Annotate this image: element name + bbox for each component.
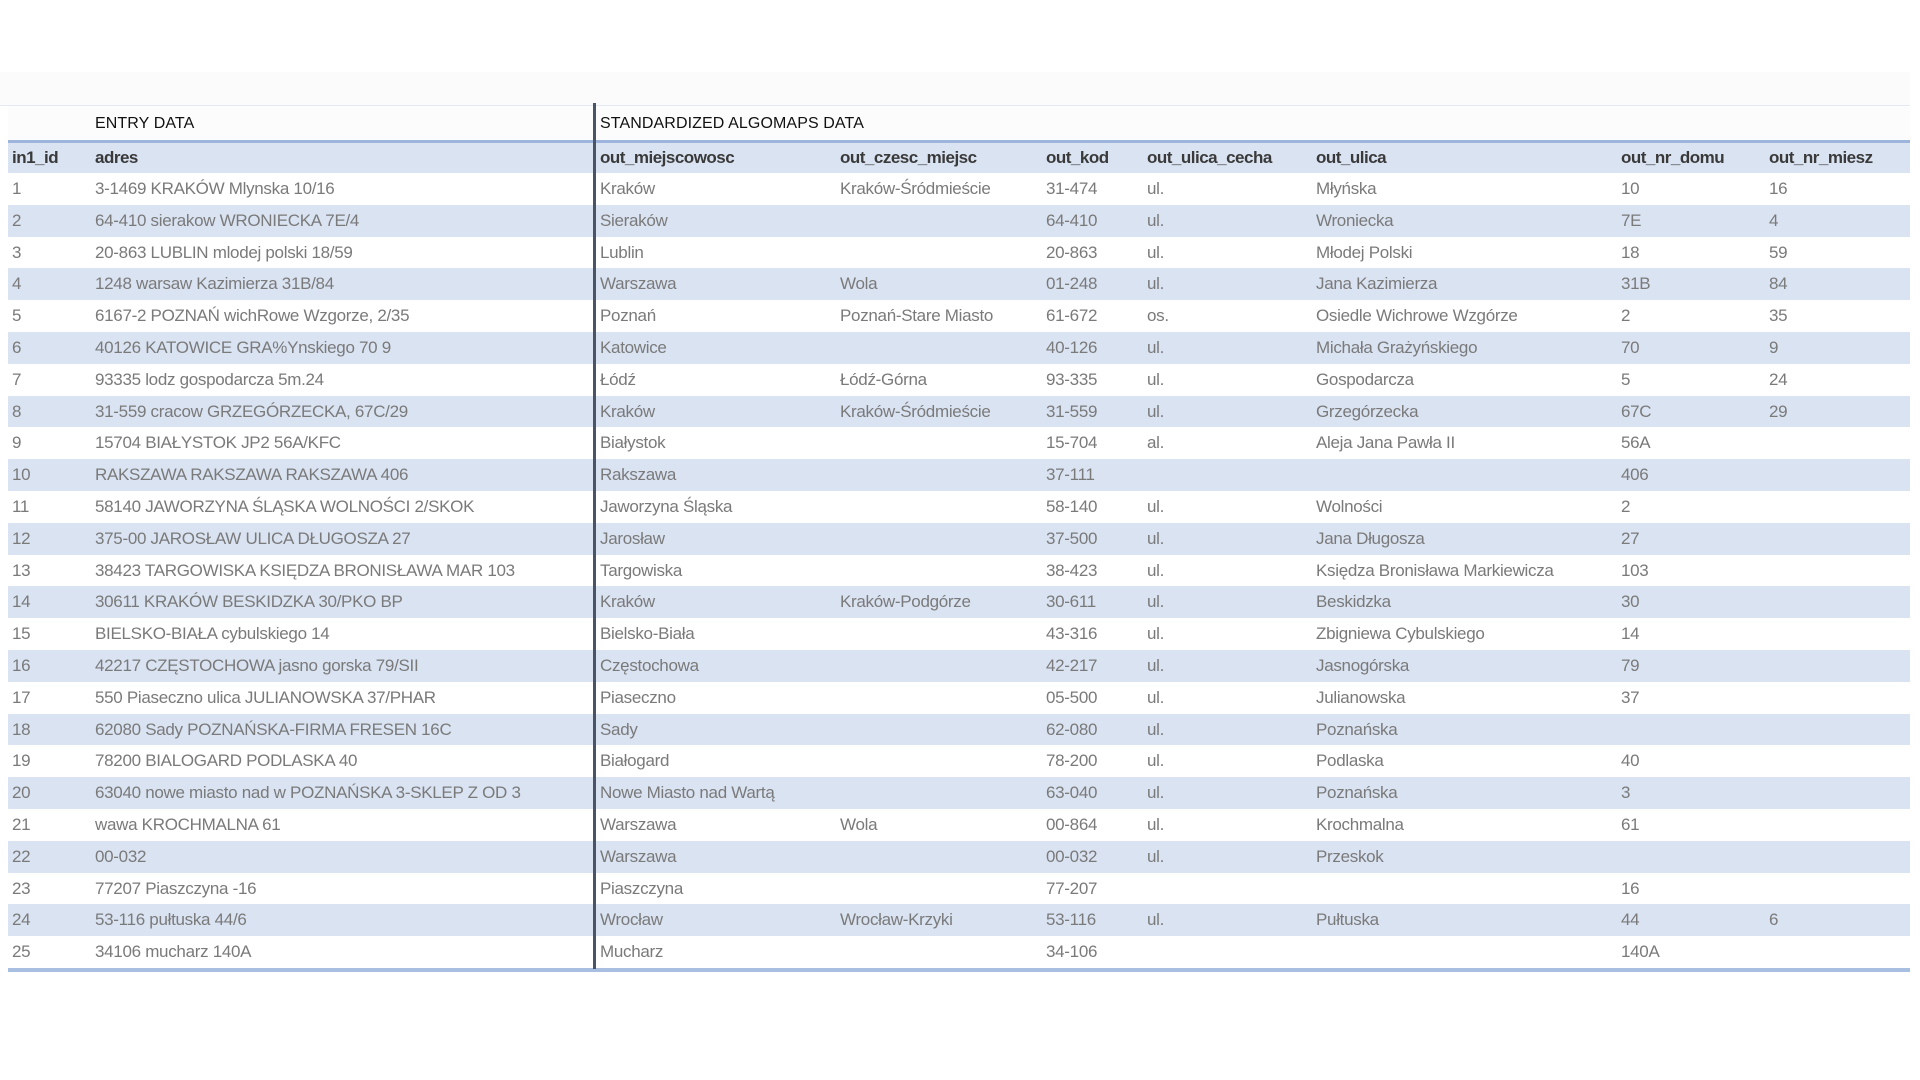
cell-adres: 77207 Piaszczyna -16 [95, 878, 257, 898]
cell-out-miejscowosc: Jaworzyna Śląska [600, 496, 733, 516]
cell-out-nr-domu: 103 [1621, 560, 1649, 580]
cell-out-nr-domu: 140A [1621, 942, 1660, 962]
table-row[interactable] [8, 300, 1910, 332]
cell-out-czesc-miejsc: Kraków-Podgórze [840, 592, 971, 612]
cell-out-miejscowosc: Kraków [600, 179, 655, 198]
cell-in1-id: 16 [12, 655, 31, 675]
col-header-out-ulica-cecha[interactable]: out_ulica_cecha [1147, 148, 1272, 167]
cell-out-nr-domu: 30 [1621, 592, 1640, 612]
cell-in1-id: 12 [12, 528, 31, 548]
cell-adres: 64-410 sierakow WRONIECKA 7E/4 [95, 210, 360, 230]
cell-out-kod: 78-200 [1046, 751, 1098, 771]
table-row[interactable] [8, 650, 1910, 682]
cell-out-ulica-cecha: os. [1147, 306, 1169, 326]
table-row[interactable] [8, 237, 1910, 269]
cell-out-czesc-miejsc: Poznań-Stare Miasto [840, 306, 994, 326]
cell-in1-id: 25 [12, 942, 31, 962]
cell-out-ulica: Jasnogórska [1316, 655, 1410, 675]
cell-out-ulica-cecha: ul. [1147, 783, 1165, 803]
cell-out-kod: 63-040 [1046, 783, 1098, 803]
section-divider [593, 103, 596, 969]
cell-out-ulica: Pułtuska [1316, 910, 1379, 930]
cell-out-ulica-cecha: ul. [1147, 210, 1165, 230]
cell-out-ulica: Poznańska [1316, 783, 1398, 803]
cell-out-ulica: Grzegórzecka [1316, 401, 1419, 421]
cell-out-nr-miesz: 84 [1769, 274, 1788, 294]
cell-out-ulica-cecha: ul. [1147, 687, 1165, 707]
cell-in1-id: 19 [12, 751, 31, 771]
cell-adres: 78200 BIALOGARD PODLASKA 40 [95, 751, 358, 771]
cell-out-kod: 37-500 [1046, 528, 1098, 548]
cell-out-kod: 53-116 [1046, 910, 1096, 930]
cell-out-miejscowosc: Kraków [600, 592, 655, 612]
cell-out-nr-domu: 7E [1621, 210, 1642, 230]
cell-out-nr-domu: 16 [1621, 878, 1640, 898]
cell-out-nr-domu: 70 [1621, 337, 1640, 357]
cell-out-ulica-cecha: ul. [1147, 242, 1165, 262]
address-table [8, 140, 1910, 972]
cell-out-kod: 93-335 [1046, 369, 1098, 389]
cell-out-miejscowosc: Katowice [600, 337, 667, 357]
cell-adres: 34106 mucharz 140A [95, 942, 252, 962]
cell-out-nr-domu: 2 [1621, 496, 1631, 516]
cell-out-kod: 64-410 [1046, 210, 1098, 230]
table-row[interactable] [8, 427, 1910, 459]
cell-in1-id: 7 [12, 369, 22, 389]
cell-adres: 00-032 [95, 846, 147, 866]
cell-out-ulica-cecha: ul. [1147, 846, 1165, 866]
cell-out-kod: 62-080 [1046, 719, 1098, 739]
cell-out-ulica-cecha: ul. [1147, 274, 1165, 294]
cell-out-kod: 61-672 [1046, 306, 1098, 326]
cell-out-nr-domu: 44 [1621, 910, 1640, 930]
cell-out-ulica: Jana Kazimierza [1316, 274, 1438, 294]
cell-out-kod: 40-126 [1046, 337, 1098, 357]
cell-out-ulica: Młodej Polski [1316, 242, 1413, 262]
cell-out-miejscowosc: Wrocław [600, 910, 663, 930]
cell-out-czesc-miejsc: Wola [840, 814, 878, 834]
col-header-out-kod[interactable]: out_kod [1046, 148, 1109, 167]
cell-out-nr-domu: 406 [1621, 465, 1649, 485]
table-row[interactable] [8, 841, 1910, 873]
cell-adres: wawa KROCHMALNA 61 [95, 814, 281, 834]
cell-out-czesc-miejsc: Wola [840, 274, 878, 294]
top-band [0, 72, 1910, 106]
cell-in1-id: 13 [12, 560, 31, 580]
cell-out-ulica-cecha: ul. [1147, 560, 1165, 580]
cell-out-ulica: Poznańska [1316, 719, 1398, 739]
cell-out-ulica: Wroniecka [1316, 210, 1394, 230]
cell-adres: 31-559 cracow GRZEGÓRZECKA, 67C/29 [95, 401, 408, 421]
cell-out-ulica: Młyńska [1316, 179, 1377, 198]
cell-out-kod: 31-474 [1046, 179, 1098, 198]
section-entry-data: ENTRY DATA [95, 115, 195, 132]
cell-in1-id: 21 [12, 814, 31, 834]
cell-out-nr-domu: 18 [1621, 242, 1640, 262]
cell-out-nr-miesz: 35 [1769, 306, 1788, 326]
cell-out-miejscowosc: Targowiska [600, 560, 683, 580]
cell-out-czesc-miejsc: Kraków-Śródmieście [840, 179, 991, 198]
cell-out-kod: 58-140 [1046, 496, 1098, 516]
column-header-row [8, 143, 1910, 173]
cell-out-ulica-cecha: ul. [1147, 337, 1165, 357]
cell-adres: 1248 warsaw Kazimierza 31B/84 [95, 274, 334, 294]
table-row[interactable] [8, 586, 1910, 618]
cell-out-ulica-cecha: ul. [1147, 719, 1165, 739]
cell-out-nr-domu: 56A [1621, 433, 1651, 453]
cell-out-miejscowosc: Lublin [600, 242, 644, 262]
table-row[interactable] [8, 618, 1910, 650]
cell-out-ulica-cecha: ul. [1147, 496, 1165, 516]
cell-out-miejscowosc: Poznań [600, 306, 656, 326]
cell-adres: 40126 KATOWICE GRA%Ynskiego 70 9 [95, 337, 391, 357]
cell-out-ulica-cecha: ul. [1147, 624, 1165, 644]
cell-out-miejscowosc: Warszawa [600, 846, 677, 866]
cell-adres: 63040 nowe miasto nad w POZNAŃSKA 3-SKLEP Z OD 3 [95, 783, 521, 803]
cell-adres: 58140 JAWORZYNA ŚLĄSKA WOLNOŚCI 2/SKOK [95, 496, 475, 516]
col-header-out-nr-miesz[interactable]: out_nr_miesz [1769, 148, 1873, 167]
table-row[interactable] [8, 491, 1910, 523]
col-header-out-ulica[interactable]: out_ulica [1316, 148, 1387, 167]
col-header-out-czesc-miejsc[interactable]: out_czesc_miejsc [840, 148, 977, 167]
cell-out-ulica: Gospodarcza [1316, 369, 1414, 389]
cell-out-miejscowosc: Łódź [600, 369, 636, 389]
col-header-in1-id[interactable]: in1_id [12, 148, 59, 167]
cell-out-nr-domu: 79 [1621, 655, 1640, 675]
cell-in1-id: 3 [12, 242, 22, 262]
cell-in1-id: 1 [12, 179, 22, 198]
cell-out-ulica-cecha: ul. [1147, 528, 1165, 548]
cell-out-kod: 34-106 [1046, 942, 1098, 962]
cell-out-nr-domu: 10 [1621, 179, 1640, 198]
cell-adres: 3-1469 KRAKÓW Mlynska 10/16 [95, 179, 335, 198]
cell-out-nr-domu: 67C [1621, 401, 1652, 421]
cell-out-ulica-cecha: ul. [1147, 751, 1165, 771]
cell-out-miejscowosc: Rakszawa [600, 465, 677, 485]
cell-out-nr-miesz: 4 [1769, 210, 1779, 230]
cell-out-ulica: Julianowska [1316, 687, 1406, 707]
cell-out-kod: 00-032 [1046, 846, 1098, 866]
cell-out-nr-domu: 40 [1621, 751, 1640, 771]
cell-out-ulica: Krochmalna [1316, 814, 1404, 834]
table-row[interactable] [8, 268, 1910, 300]
cell-out-nr-domu: 31B [1621, 274, 1651, 294]
cell-out-nr-domu: 37 [1621, 687, 1640, 707]
cell-out-nr-miesz: 6 [1769, 910, 1779, 930]
cell-out-ulica-cecha: ul. [1147, 814, 1165, 834]
cell-out-ulica: Przeskok [1316, 846, 1384, 866]
cell-out-ulica: Wolności [1316, 496, 1383, 516]
table-row[interactable] [8, 332, 1910, 364]
cell-out-miejscowosc: Piaseczno [600, 687, 676, 707]
cell-in1-id: 5 [12, 306, 22, 326]
cell-in1-id: 15 [12, 624, 31, 644]
section-header-row [8, 106, 1910, 140]
cell-out-ulica: Osiedle Wichrowe Wzgórze [1316, 306, 1518, 326]
cell-out-miejscowosc: Białystok [600, 433, 666, 453]
cell-in1-id: 11 [12, 496, 30, 516]
cell-out-nr-domu: 61 [1621, 814, 1640, 834]
footer-border [8, 968, 1910, 972]
cell-out-miejscowosc: Białogard [600, 751, 670, 771]
cell-out-kod: 42-217 [1046, 655, 1098, 675]
cell-adres: 15704 BIAŁYSTOK JP2 56A/KFC [95, 433, 341, 453]
cell-in1-id: 24 [12, 910, 31, 930]
table-row[interactable] [8, 745, 1910, 777]
cell-out-nr-miesz: 24 [1769, 369, 1788, 389]
table-body [8, 173, 1910, 968]
cell-out-czesc-miejsc: Łódź-Górna [840, 369, 927, 389]
cell-in1-id: 23 [12, 878, 31, 898]
cell-out-kod: 15-704 [1046, 433, 1098, 453]
cell-out-kod: 77-207 [1046, 878, 1098, 898]
cell-out-nr-miesz: 59 [1769, 242, 1788, 262]
cell-in1-id: 2 [12, 210, 22, 230]
cell-adres: 53-116 pułtuska 44/6 [95, 910, 247, 930]
cell-in1-id: 6 [12, 337, 22, 357]
cell-out-ulica: Księdza Bronisława Markiewicza [1316, 560, 1554, 580]
cell-adres: 93335 lodz gospodarcza 5m.24 [95, 369, 324, 389]
cell-adres: 375-00 JAROSŁAW ULICA DŁUGOSZA 27 [95, 528, 411, 548]
cell-out-ulica: Aleja Jana Pawła II [1316, 433, 1455, 453]
cell-out-miejscowosc: Sady [600, 719, 638, 739]
cell-out-miejscowosc: Piaszczyna [600, 878, 683, 898]
cell-out-ulica-cecha: ul. [1147, 369, 1165, 389]
cell-out-kod: 43-316 [1046, 624, 1098, 644]
cell-out-miejscowosc: Warszawa [600, 814, 677, 834]
cell-out-ulica-cecha: ul. [1147, 910, 1165, 930]
cell-adres: RAKSZAWA RAKSZAWA RAKSZAWA 406 [95, 465, 409, 485]
cell-adres: 42217 CZĘSTOCHOWA jasno gorska 79/SII [95, 655, 419, 675]
col-header-out-nr-domu[interactable]: out_nr_domu [1621, 148, 1725, 167]
cell-out-ulica-cecha: ul. [1147, 401, 1165, 421]
cell-in1-id: 17 [12, 687, 31, 707]
col-header-out-miejscowosc[interactable]: out_miejscowosc [600, 148, 735, 167]
table-row[interactable] [8, 777, 1910, 809]
table-row[interactable] [8, 523, 1910, 555]
cell-out-nr-domu: 14 [1621, 624, 1640, 644]
cell-out-kod: 37-111 [1046, 465, 1095, 485]
cell-out-ulica: Zbigniewa Cybulskiego [1316, 624, 1485, 644]
cell-out-ulica-cecha: ul. [1147, 592, 1165, 612]
cell-out-kod: 05-500 [1046, 687, 1098, 707]
col-header-adres[interactable]: adres [95, 148, 138, 167]
cell-out-czesc-miejsc: Wrocław-Krzyki [840, 910, 953, 930]
section-standardized-data: STANDARDIZED ALGOMAPS DATA [600, 115, 864, 132]
cell-out-kod: 20-863 [1046, 242, 1098, 262]
table-row[interactable] [8, 873, 1910, 905]
table-row[interactable] [8, 364, 1910, 396]
table-row[interactable] [8, 904, 1910, 936]
cell-out-ulica: Podlaska [1316, 751, 1384, 771]
cell-out-kod: 38-423 [1046, 560, 1098, 580]
table-row[interactable] [8, 173, 1910, 205]
cell-adres: 30611 KRAKÓW BESKIDZKA 30/PKO BP [95, 592, 403, 612]
cell-in1-id: 14 [12, 592, 31, 612]
cell-in1-id: 4 [12, 274, 22, 294]
table-row[interactable] [8, 396, 1910, 428]
cell-in1-id: 10 [12, 465, 31, 485]
cell-out-kod: 31-559 [1046, 401, 1098, 421]
cell-in1-id: 9 [12, 433, 22, 453]
cell-out-nr-miesz: 9 [1769, 337, 1779, 357]
cell-out-ulica-cecha: ul. [1147, 655, 1165, 675]
table-row[interactable] [8, 459, 1910, 491]
cell-out-miejscowosc: Jarosław [600, 528, 665, 548]
cell-out-czesc-miejsc: Kraków-Śródmieście [840, 401, 991, 421]
cell-adres: 62080 Sady POZNAŃSKA-FIRMA FRESEN 16C [95, 719, 452, 739]
cell-out-ulica: Jana Długosza [1316, 528, 1425, 548]
cell-in1-id: 18 [12, 719, 31, 739]
cell-in1-id: 8 [12, 401, 22, 421]
table-row[interactable] [8, 714, 1910, 746]
cell-out-miejscowosc: Warszawa [600, 274, 677, 294]
cell-adres: BIELSKO-BIAŁA cybulskiego 14 [95, 624, 330, 644]
cell-out-miejscowosc: Częstochowa [600, 655, 699, 675]
cell-out-miejscowosc: Kraków [600, 401, 655, 421]
cell-out-nr-miesz: 29 [1769, 401, 1788, 421]
table-row[interactable] [8, 809, 1910, 841]
cell-in1-id: 22 [12, 846, 31, 866]
cell-out-ulica-cecha: ul. [1147, 179, 1165, 198]
cell-out-nr-domu: 27 [1621, 528, 1640, 548]
cell-out-kod: 00-864 [1046, 814, 1098, 834]
cell-out-ulica: Michała Grażyńskiego [1316, 337, 1478, 357]
cell-adres: 6167-2 POZNAŃ wichRowe Wzgorze, 2/35 [95, 306, 410, 326]
cell-out-miejscowosc: Mucharz [600, 942, 664, 962]
cell-out-kod: 01-248 [1046, 274, 1098, 294]
cell-out-nr-domu: 2 [1621, 306, 1631, 326]
cell-out-miejscowosc: Bielsko-Biała [600, 624, 695, 644]
table-row[interactable] [8, 555, 1910, 587]
cell-out-nr-domu: 5 [1621, 369, 1631, 389]
table-row[interactable] [8, 936, 1910, 968]
cell-out-ulica-cecha: al. [1147, 433, 1165, 453]
cell-adres: 20-863 LUBLIN mlodej polski 18/59 [95, 242, 353, 262]
table-row[interactable] [8, 205, 1910, 237]
cell-out-miejscowosc: Sieraków [600, 210, 668, 230]
table-row[interactable] [8, 682, 1910, 714]
cell-out-nr-miesz: 16 [1769, 179, 1788, 198]
cell-out-nr-domu: 3 [1621, 783, 1631, 803]
cell-adres: 38423 TARGOWISKA KSIĘDZA BRONISŁAWA MAR 103 [95, 560, 515, 580]
cell-out-miejscowosc: Nowe Miasto nad Wartą [600, 783, 775, 803]
cell-out-ulica: Beskidzka [1316, 592, 1391, 612]
cell-in1-id: 20 [12, 783, 31, 803]
cell-out-kod: 30-611 [1046, 592, 1096, 612]
cell-adres: 550 Piaseczno ulica JULIANOWSKA 37/PHAR [95, 687, 436, 707]
